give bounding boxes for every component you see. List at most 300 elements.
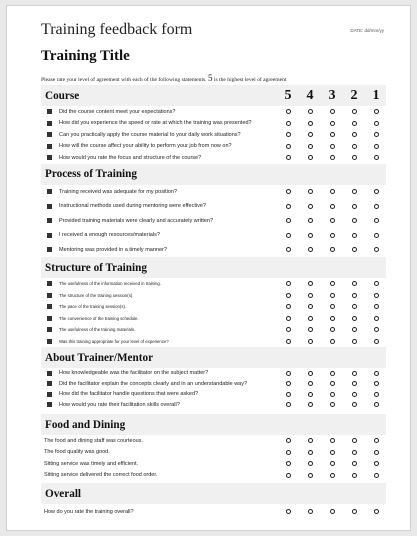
radio-circle-icon [330, 327, 335, 332]
radio-circle-icon [286, 327, 291, 332]
rating-radio-2[interactable] [343, 316, 365, 321]
checkbox-bullet-icon [47, 233, 52, 238]
rating-radio-4[interactable] [299, 121, 321, 126]
radio-circle-icon [352, 293, 357, 298]
rating-radio-5[interactable] [277, 371, 299, 376]
radio-circle-icon [308, 461, 313, 466]
sections [41, 85, 386, 519]
section-title: Food and Dining [45, 418, 126, 431]
rating-radio-3[interactable] [321, 450, 343, 455]
rating-radio-5[interactable] [277, 247, 299, 252]
question-text: Training received was adequate for my position? [59, 188, 178, 195]
radio-circle-icon [352, 371, 357, 376]
rating-radio-3[interactable] [321, 473, 343, 478]
rating-radio-4[interactable] [299, 132, 321, 137]
rating-radio-5[interactable] [277, 509, 299, 514]
rating-radio-3[interactable] [321, 109, 343, 114]
rating-radio-5[interactable] [277, 339, 299, 344]
checkbox-bullet-icon [47, 204, 52, 209]
rating-radio-1[interactable] [365, 293, 387, 298]
rating-radio-1[interactable] [365, 392, 387, 397]
radio-circle-icon [308, 381, 313, 386]
radio-circle-icon [286, 402, 291, 407]
rating-radio-4[interactable] [299, 461, 321, 466]
rating-radio-5[interactable] [277, 293, 299, 298]
rating-radio-2[interactable] [343, 461, 365, 466]
rating-radio-1[interactable] [365, 121, 387, 126]
rating-radio-1[interactable] [365, 371, 387, 376]
radio-circle-icon [374, 473, 379, 478]
rating-radio-4[interactable] [299, 438, 321, 443]
rating-radio-5[interactable] [277, 473, 299, 478]
rating-radio-3[interactable] [321, 392, 343, 397]
rating-radio-3[interactable] [321, 402, 343, 407]
rating-radio-2[interactable] [343, 121, 365, 126]
radio-circle-icon [352, 109, 357, 114]
rating-options [277, 243, 387, 258]
rating-radio-5[interactable] [277, 233, 299, 238]
rating-options [277, 129, 387, 141]
checkbox-bullet-icon [47, 247, 52, 252]
rating-radio-3[interactable] [321, 293, 343, 298]
radio-circle-icon [330, 473, 335, 478]
radio-circle-icon [374, 327, 379, 332]
rating-radio-2[interactable] [343, 327, 365, 332]
radio-circle-icon [352, 402, 357, 407]
rating-radio-5[interactable] [277, 450, 299, 455]
rating-options [277, 324, 387, 336]
rating-radio-2[interactable] [343, 304, 365, 309]
question-row [41, 129, 386, 141]
radio-circle-icon [374, 121, 379, 126]
radio-circle-icon [374, 304, 379, 309]
rating-radio-4[interactable] [299, 155, 321, 160]
radio-circle-icon [374, 189, 379, 194]
radio-circle-icon [330, 218, 335, 223]
radio-circle-icon [286, 218, 291, 223]
rating-radio-2[interactable] [343, 247, 365, 252]
rating-radio-4[interactable] [299, 281, 321, 286]
question-row [41, 435, 386, 447]
radio-circle-icon [286, 247, 291, 252]
question-text: How will the course affect your ability to perform your job from now on? [59, 143, 232, 150]
radio-circle-icon [352, 218, 357, 223]
rating-radio-3[interactable] [321, 189, 343, 194]
radio-circle-icon [352, 233, 357, 238]
rating-radio-3[interactable] [321, 327, 343, 332]
question-text: Did the course content meet your expectations? [59, 108, 176, 115]
rating-radio-2[interactable] [343, 189, 365, 194]
radio-circle-icon [352, 316, 357, 321]
section-title: About Trainer/Mentor [45, 351, 154, 364]
section-overall [41, 483, 386, 519]
radio-circle-icon [286, 132, 291, 137]
radio-circle-icon [330, 233, 335, 238]
rating-options [277, 278, 387, 290]
question-text: How did the facilitator handle questions that were asked? [59, 391, 199, 398]
rating-radio-5[interactable] [277, 144, 299, 149]
section-header [41, 347, 386, 368]
radio-circle-icon [352, 509, 357, 514]
instruction-text-end: is the highest level of agreement [213, 77, 287, 83]
rating-radio-1[interactable] [365, 327, 387, 332]
rating-radio-4[interactable] [299, 189, 321, 194]
radio-circle-icon [330, 381, 335, 386]
radio-circle-icon [286, 121, 291, 126]
checkbox-bullet-icon [47, 109, 52, 114]
rating-radio-5[interactable] [277, 304, 299, 309]
radio-circle-icon [330, 109, 335, 114]
radio-circle-icon [330, 247, 335, 252]
rating-radio-1[interactable] [365, 109, 387, 114]
radio-circle-icon [286, 339, 291, 344]
section-title: Process of Training [45, 168, 137, 180]
rating-radio-3[interactable] [321, 155, 343, 160]
rating-radio-4[interactable] [299, 233, 321, 238]
checkbox-bullet-icon [47, 218, 52, 223]
rating-radio-2[interactable] [343, 204, 365, 209]
scale-label: 5 [284, 88, 292, 103]
radio-circle-icon [308, 371, 313, 376]
rating-radio-3[interactable] [321, 233, 343, 238]
radio-circle-icon [330, 155, 335, 160]
question-row [41, 152, 386, 164]
radio-circle-icon [308, 144, 313, 149]
rating-radio-2[interactable] [343, 402, 365, 407]
rating-radio-2[interactable] [343, 473, 365, 478]
rating-radio-5[interactable] [277, 121, 299, 126]
question-row [41, 141, 386, 153]
question-row [41, 118, 386, 130]
rating-radio-2[interactable] [343, 144, 365, 149]
rating-options [277, 389, 387, 400]
rating-radio-2[interactable] [343, 392, 365, 397]
rating-radio-3[interactable] [321, 204, 343, 209]
radio-circle-icon [352, 327, 357, 332]
rating-radio-1[interactable] [365, 450, 387, 455]
radio-circle-icon [374, 218, 379, 223]
question-row [41, 278, 386, 290]
question-row [41, 313, 386, 325]
rating-radio-3[interactable] [321, 121, 343, 126]
radio-circle-icon [330, 293, 335, 298]
question-text: Provided training materials were clearly and accurately written? [59, 217, 214, 224]
radio-circle-icon [330, 438, 335, 443]
rating-radio-1[interactable] [365, 339, 387, 344]
radio-circle-icon [374, 381, 379, 386]
radio-circle-icon [330, 204, 335, 209]
rating-radio-2[interactable] [343, 450, 365, 455]
radio-circle-icon [308, 509, 313, 514]
rating-radio-1[interactable] [365, 218, 387, 223]
radio-circle-icon [352, 132, 357, 137]
rating-options [277, 379, 387, 390]
question-row [41, 447, 386, 459]
question-row [41, 185, 386, 200]
radio-circle-icon [286, 109, 291, 114]
rating-radio-3[interactable] [321, 304, 343, 309]
rating-radio-4[interactable] [299, 371, 321, 376]
question-row [41, 379, 386, 390]
question-row [41, 199, 386, 214]
rating-radio-1[interactable] [365, 402, 387, 407]
radio-circle-icon [286, 204, 291, 209]
checkbox-bullet-icon [47, 316, 52, 321]
question-text: Can you practically apply the course material to your daily work situations? [59, 131, 241, 138]
radio-circle-icon [352, 392, 357, 397]
rating-scale-header [277, 85, 387, 106]
question-row [41, 504, 386, 519]
question-text: Sitting service was timely and efficient. [44, 460, 139, 467]
rating-options [277, 106, 387, 118]
rating-radio-1[interactable] [365, 144, 387, 149]
rating-radio-1[interactable] [365, 438, 387, 443]
checkbox-bullet-icon [47, 327, 52, 332]
rating-radio-5[interactable] [277, 218, 299, 223]
radio-circle-icon [374, 450, 379, 455]
checkbox-bullet-icon [47, 304, 52, 309]
question-row [41, 324, 386, 336]
rating-radio-5[interactable] [277, 438, 299, 443]
rating-radio-1[interactable] [365, 281, 387, 286]
rating-radio-3[interactable] [321, 247, 343, 252]
rating-radio-2[interactable] [343, 438, 365, 443]
rating-radio-1[interactable] [365, 132, 387, 137]
rating-radio-2[interactable] [343, 509, 365, 514]
rating-radio-1[interactable] [365, 473, 387, 478]
rating-options [277, 199, 387, 214]
rating-radio-4[interactable] [299, 402, 321, 407]
rating-radio-1[interactable] [365, 189, 387, 194]
radio-circle-icon [374, 109, 379, 114]
rating-radio-5[interactable] [277, 402, 299, 407]
rating-radio-1[interactable] [365, 381, 387, 386]
rating-radio-4[interactable] [299, 339, 321, 344]
rating-radio-4[interactable] [299, 327, 321, 332]
rating-radio-3[interactable] [321, 281, 343, 286]
rating-radio-5[interactable] [277, 132, 299, 137]
rating-radio-5[interactable] [277, 381, 299, 386]
rating-radio-4[interactable] [299, 204, 321, 209]
rating-radio-5[interactable] [277, 461, 299, 466]
rating-radio-2[interactable] [343, 381, 365, 386]
rating-radio-1[interactable] [365, 233, 387, 238]
question-row [41, 228, 386, 243]
question-text: The usefulness of the information received in training. [59, 281, 161, 287]
radio-circle-icon [352, 144, 357, 149]
radio-circle-icon [330, 371, 335, 376]
question-text: I received a enough resources/materials? [59, 232, 160, 239]
radio-circle-icon [374, 371, 379, 376]
rating-radio-3[interactable] [321, 461, 343, 466]
rating-radio-4[interactable] [299, 247, 321, 252]
radio-circle-icon [308, 132, 313, 137]
question-text: Mentoring was provided in a timely manner? [59, 246, 167, 253]
instruction-scale-number: 5 [208, 73, 213, 83]
rating-options [277, 447, 387, 459]
radio-circle-icon [330, 144, 335, 149]
radio-circle-icon [330, 316, 335, 321]
rating-radio-4[interactable] [299, 450, 321, 455]
rating-radio-3[interactable] [321, 316, 343, 321]
radio-circle-icon [330, 402, 335, 407]
radio-circle-icon [330, 281, 335, 286]
rating-radio-3[interactable] [321, 218, 343, 223]
rating-radio-1[interactable] [365, 316, 387, 321]
rating-radio-3[interactable] [321, 371, 343, 376]
question-text: The food and dining staff was courteous. [44, 437, 143, 444]
radio-circle-icon [286, 381, 291, 386]
question-row [41, 400, 386, 411]
rating-radio-2[interactable] [343, 132, 365, 137]
radio-circle-icon [352, 204, 357, 209]
question-row [41, 214, 386, 229]
rating-radio-5[interactable] [277, 392, 299, 397]
rating-radio-2[interactable] [343, 233, 365, 238]
rating-radio-1[interactable] [365, 509, 387, 514]
radio-circle-icon [308, 233, 313, 238]
radio-circle-icon [286, 461, 291, 466]
radio-circle-icon [374, 339, 379, 344]
section-about-trainer-mentor [41, 347, 386, 410]
radio-circle-icon [352, 438, 357, 443]
radio-circle-icon [374, 392, 379, 397]
rating-radio-4[interactable] [299, 144, 321, 149]
rating-radio-1[interactable] [365, 247, 387, 252]
form-title: Training feedback form [41, 21, 193, 38]
radio-circle-icon [374, 247, 379, 252]
rating-radio-5[interactable] [277, 155, 299, 160]
question-text: How do you rate the training overall? [44, 508, 134, 515]
rating-radio-4[interactable] [299, 473, 321, 478]
rating-radio-2[interactable] [343, 109, 365, 114]
radio-circle-icon [308, 450, 313, 455]
section-title: Overall [45, 487, 82, 500]
rating-radio-2[interactable] [343, 218, 365, 223]
checkbox-bullet-icon [47, 392, 52, 397]
section-header [41, 164, 386, 185]
radio-circle-icon [286, 316, 291, 321]
rating-radio-5[interactable] [277, 109, 299, 114]
rating-radio-2[interactable] [343, 155, 365, 160]
rating-radio-2[interactable] [343, 339, 365, 344]
radio-circle-icon [374, 281, 379, 286]
rating-options [277, 313, 387, 325]
rating-radio-5[interactable] [277, 316, 299, 321]
rating-radio-3[interactable] [321, 509, 343, 514]
question-row [41, 336, 386, 348]
question-row [41, 389, 386, 400]
rating-radio-4[interactable] [299, 218, 321, 223]
rating-options [277, 368, 387, 379]
radio-circle-icon [374, 461, 379, 466]
radio-circle-icon [286, 293, 291, 298]
rating-radio-5[interactable] [277, 204, 299, 209]
question-text: How knowledgeable was the facilitator on the subject matter? [59, 370, 209, 377]
rating-radio-4[interactable] [299, 381, 321, 386]
radio-circle-icon [374, 233, 379, 238]
question-text: How did you experience the speed or rate at which the training was presented? [59, 120, 252, 127]
radio-circle-icon [330, 392, 335, 397]
radio-circle-icon [352, 450, 357, 455]
rating-radio-4[interactable] [299, 316, 321, 321]
rating-options [277, 470, 387, 482]
radio-circle-icon [352, 473, 357, 478]
radio-circle-icon [308, 109, 313, 114]
radio-circle-icon [308, 189, 313, 194]
checkbox-bullet-icon [47, 293, 52, 298]
radio-circle-icon [308, 281, 313, 286]
rating-options [277, 152, 387, 164]
radio-circle-icon [308, 304, 313, 309]
radio-circle-icon [352, 189, 357, 194]
radio-circle-icon [308, 155, 313, 160]
rating-radio-5[interactable] [277, 281, 299, 286]
rating-options [277, 228, 387, 243]
checkbox-bullet-icon [47, 281, 52, 286]
radio-circle-icon [308, 247, 313, 252]
rating-radio-4[interactable] [299, 304, 321, 309]
rating-radio-1[interactable] [365, 304, 387, 309]
radio-circle-icon [308, 218, 313, 223]
rating-radio-3[interactable] [321, 132, 343, 137]
rating-radio-1[interactable] [365, 204, 387, 209]
rating-radio-4[interactable] [299, 509, 321, 514]
radio-circle-icon [374, 204, 379, 209]
rating-radio-3[interactable] [321, 381, 343, 386]
rating-radio-5[interactable] [277, 189, 299, 194]
question-row [41, 458, 386, 470]
question-text: Instructional methods used during mentoring were effective? [59, 203, 206, 210]
section-structure-of-training [41, 257, 386, 347]
radio-circle-icon [286, 509, 291, 514]
rating-options [277, 400, 387, 411]
radio-circle-icon [308, 121, 313, 126]
rating-radio-2[interactable] [343, 281, 365, 286]
checkbox-bullet-icon [47, 189, 52, 194]
radio-circle-icon [286, 392, 291, 397]
radio-circle-icon [374, 144, 379, 149]
rating-options [277, 435, 387, 447]
radio-circle-icon [286, 450, 291, 455]
radio-circle-icon [308, 327, 313, 332]
checkbox-bullet-icon [47, 144, 52, 149]
rating-radio-2[interactable] [343, 293, 365, 298]
rating-radio-4[interactable] [299, 392, 321, 397]
rating-radio-2[interactable] [343, 371, 365, 376]
radio-circle-icon [374, 155, 379, 160]
question-text: Did the facilitator explain the concepts clearly and in an understandable way? [59, 380, 248, 387]
radio-circle-icon [330, 132, 335, 137]
rating-options [277, 185, 387, 200]
section-food-and-dining [41, 414, 386, 481]
rating-radio-1[interactable] [365, 155, 387, 160]
checkbox-bullet-icon [47, 121, 52, 126]
rating-radio-3[interactable] [321, 339, 343, 344]
radio-circle-icon [330, 304, 335, 309]
rating-radio-4[interactable] [299, 109, 321, 114]
section-course [41, 85, 386, 164]
radio-circle-icon [374, 509, 379, 514]
radio-circle-icon [330, 339, 335, 344]
question-row [41, 290, 386, 302]
radio-circle-icon [308, 392, 313, 397]
rating-radio-1[interactable] [365, 461, 387, 466]
rating-radio-3[interactable] [321, 144, 343, 149]
rating-radio-5[interactable] [277, 327, 299, 332]
rating-radio-4[interactable] [299, 293, 321, 298]
rating-radio-3[interactable] [321, 438, 343, 443]
